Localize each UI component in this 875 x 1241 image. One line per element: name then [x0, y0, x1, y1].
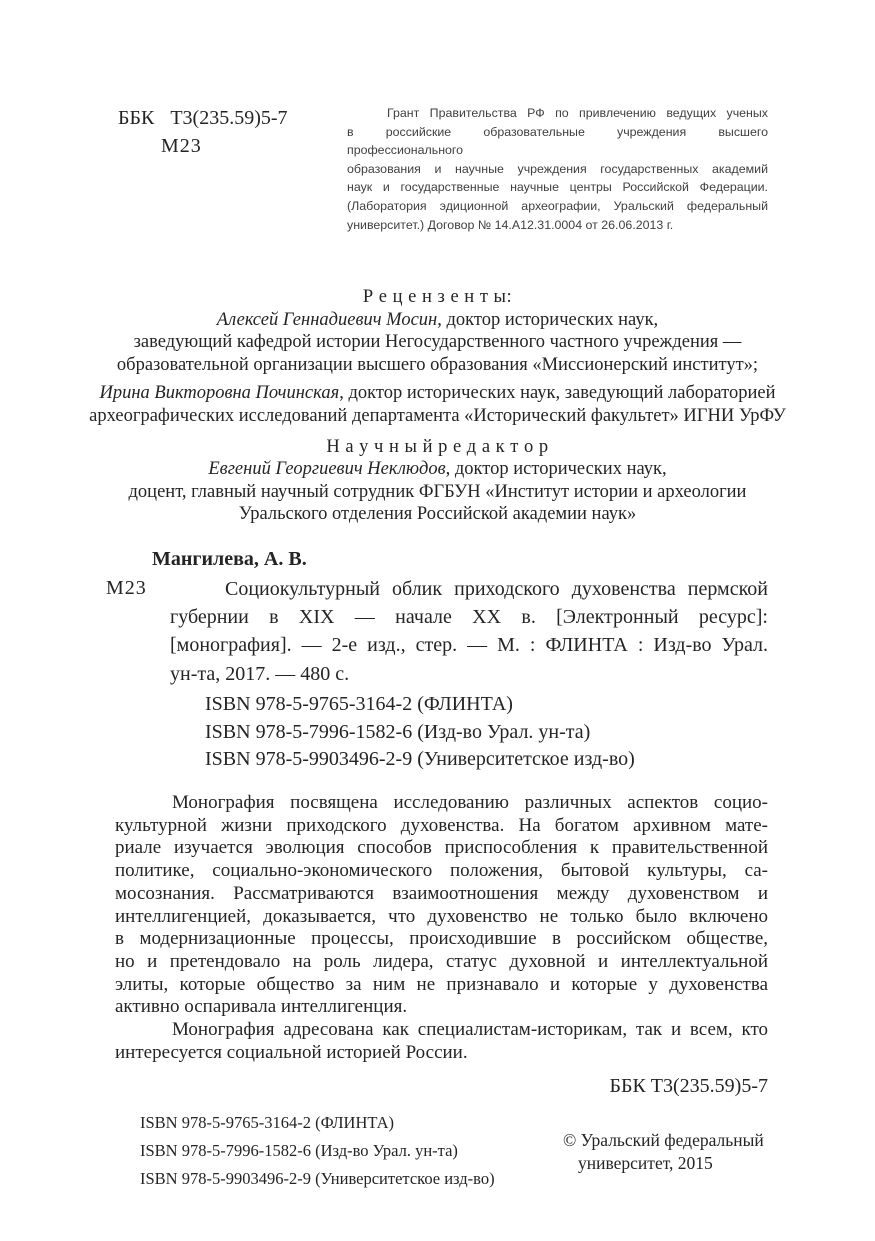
isbn-line: ISBN 978-5-7996-1582-6 (Изд-во Урал. ун-та) [205, 720, 591, 743]
grant-line: университет.) Договор № 14.А12.31.0004 от 26.06.2013 г. [347, 217, 674, 232]
bbk-label: ББК [118, 107, 155, 129]
annotation-line: но и претендовало на роль лидера, статус духовной и интеллектуальной [115, 950, 768, 972]
bbk-classification-bottom: ББК Т3(235.59)5-7 [609, 1075, 768, 1097]
reviewer2-name: Ирина Викторовна Починская [99, 383, 340, 404]
reviewer1-name: Алексей Геннадиевич Мосин [216, 309, 438, 330]
reviewer1-line3: образовательной организации высшего образования «Миссионерский институт»; [116, 354, 759, 375]
author-sign-top: М23 [161, 135, 202, 157]
annotation-line: элиты, которые общество за ним не признавало и которые у духовенства [115, 973, 768, 995]
grant-line: в российские образовательные учреждения высшего профессионального [347, 124, 768, 158]
reviewer2-line1 [40, 382, 835, 405]
copyright-notice [563, 1129, 764, 1174]
annotation-line: интересуется социальной историей России. [115, 1041, 468, 1063]
card-description-line: [монография]. — 2-е изд., стер. — М. : ФЛИНТА : Изд-во Урал. [170, 634, 768, 657]
card-description-line: ун-та, 2017. — 480 с. [170, 662, 350, 685]
reviewers-and-editor [40, 286, 835, 526]
editor-line3: Уральского отделения Российской академии наук» [238, 504, 637, 525]
editor-line2: доцент, главный научный сотрудник ФГБУН «Институт истории и археологии [128, 481, 747, 502]
isbn-line: ISBN 978-5-9765-3164-2 (ФЛИНТА) [205, 693, 513, 715]
editor-line1 [40, 458, 835, 481]
reviewer1-line2: заведующий кафедрой истории Негосударственного частного учреждения — [133, 332, 742, 353]
reviewer2-line2: археографических исследований департамента «Исторический факультет» ИГНИ УрФУ [89, 405, 786, 426]
isbn-line: ISBN 978-5-9903496-2-9 (Университетское изд-во) [205, 748, 635, 771]
annotation-line: Монография адресована как специалистам-историкам, так и всем, кто [172, 1019, 768, 1041]
card-author: Мангилева, А. В. [152, 548, 307, 570]
card-description-line: Социокультурный облик приходского духовенства пермской [225, 578, 768, 600]
annotation-line: в модернизационные процессы, происходившие в российском обществе, [115, 928, 768, 950]
bbk-code: Т3(235.59)5-7 [170, 107, 288, 129]
reviewers-heading: Р е ц е н з е н т ы: [362, 287, 513, 307]
copyright-line1: © Уральский федеральный [563, 1130, 764, 1150]
editor-name: Евгений Георгиевич Неклюдов [208, 459, 446, 480]
reviewer1-title: , доктор исторических наук, [437, 309, 659, 330]
editor-heading: Н а у ч н ы й р е д а к т о р [326, 436, 549, 457]
annotation-line: активно оспаривала интеллигенция. [115, 996, 408, 1018]
editor-title: , доктор исторических наук, [445, 459, 667, 480]
bbk-top-line [118, 104, 288, 132]
copyright-line2: университет, 2015 [578, 1152, 713, 1173]
card-author-sign: М23 [106, 577, 147, 599]
isbn-line: ISBN 978-5-9903496-2-9 (Университетское изд-во) [140, 1168, 495, 1188]
card-description [170, 575, 768, 688]
bbk-classification-top [118, 104, 288, 160]
annotation-line: культурной жизни приходского духовенства. На богатом архивном мате- [115, 814, 768, 836]
grant-line: (Лаборатория эдиционной археографии, Уральский федеральный [347, 198, 768, 213]
annotation-line: риале изучается эволюция способов приспособления к правительственной [115, 837, 768, 859]
reviewer1-line1 [40, 309, 835, 332]
reviewer2-title: , доктор исторических наук, заведующий лабораторией [339, 383, 776, 404]
grant-line: Грант Правительства РФ по привлечению ведущих ученых [387, 106, 768, 120]
card-isbn-block [205, 691, 635, 774]
annotation-line: мосознания. Рассматриваются взаимоотношения между духовенством и [115, 882, 768, 904]
isbn-line: ISBN 978-5-9765-3164-2 (ФЛИНТА) [140, 1113, 395, 1132]
annotation-line: интеллигенцией, доказывается, что духовенство не только было включено [115, 905, 768, 927]
footer-isbn-block [140, 1109, 495, 1192]
grant-line: наук и государственные научные центры Российской Федерации. [347, 180, 768, 195]
card-description-line: губернии в XIX — начале XX в. [Электронный ресурс]: [170, 606, 768, 629]
annotation-line: Монография посвящена исследованию различных аспектов социо- [172, 792, 768, 813]
isbn-line: ISBN 978-5-7996-1582-6 (Изд-во Урал. ун-та) [140, 1140, 458, 1160]
grant-note [347, 104, 768, 234]
annotation-line: политике, социально-экономического положения, бытовой культуры, са- [115, 860, 768, 882]
annotation [115, 792, 768, 1064]
grant-line: образования и научные учреждения государственных академий [347, 161, 768, 176]
